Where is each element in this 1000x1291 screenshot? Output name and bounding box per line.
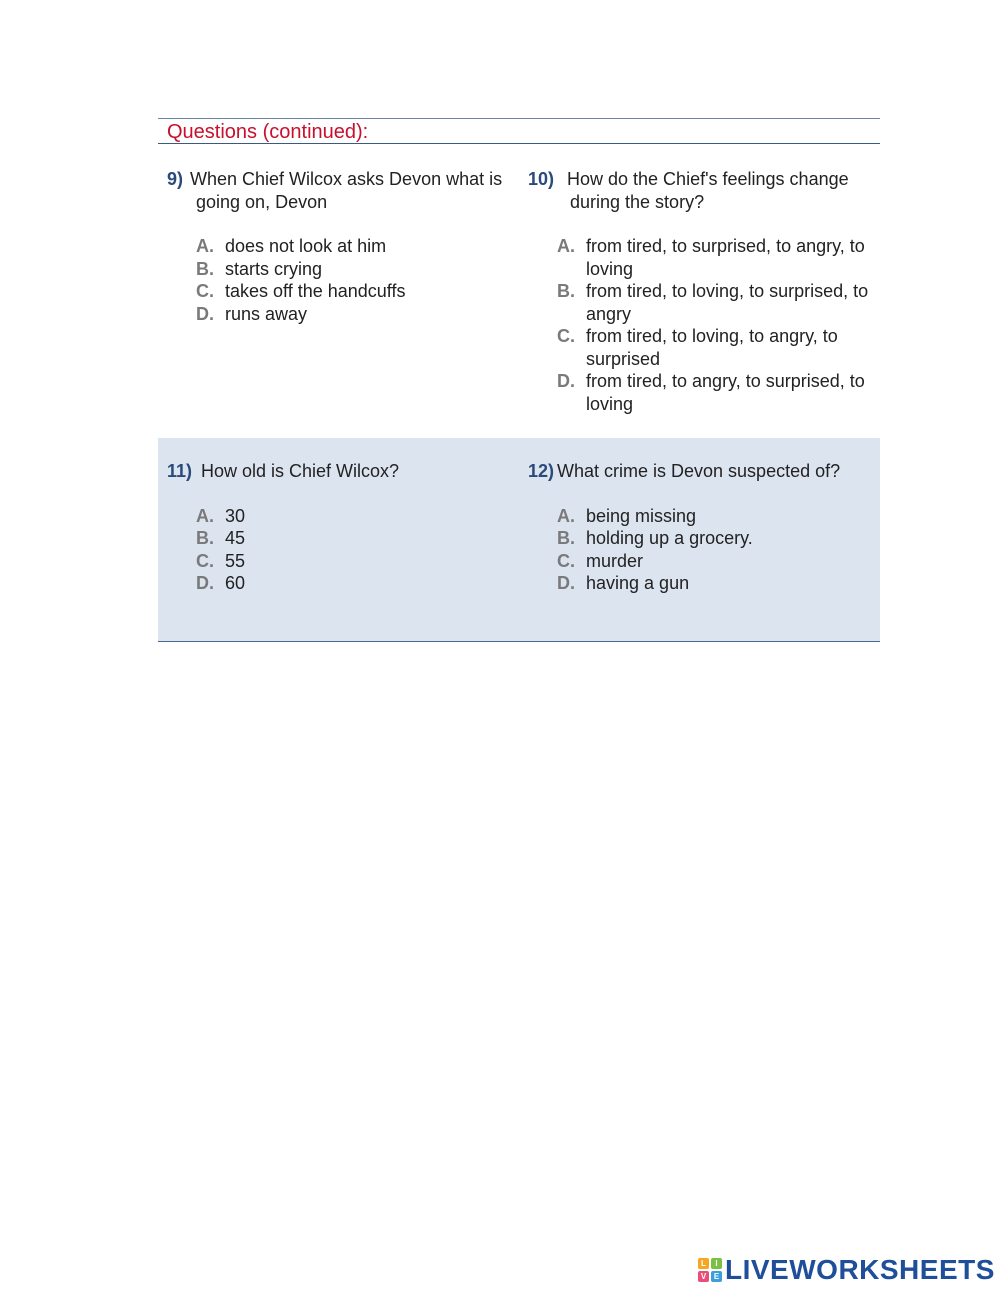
logo-cell: L (698, 1258, 709, 1269)
liveworksheets-brand[interactable] (698, 1256, 995, 1284)
option-letter: A. (196, 505, 214, 526)
question-number: 11) (167, 461, 193, 481)
option-letter: B. (557, 281, 575, 301)
option-letter: D. (557, 371, 575, 391)
option-c[interactable] (557, 325, 878, 370)
option-letter: D. (557, 573, 575, 593)
logo-cell: E (711, 1271, 722, 1282)
option-letter: A. (196, 236, 214, 256)
options-list (557, 505, 858, 595)
option-text: from tired, to loving, to surprised, to angry (586, 281, 869, 324)
option-b[interactable] (557, 280, 878, 325)
option-letter: C. (196, 281, 214, 301)
question-9 (167, 168, 519, 325)
option-text: from tired, to surprised, to angry, to loving (586, 236, 865, 279)
option-c[interactable] (196, 550, 519, 573)
question-text: What crime is Devon suspected of? (557, 461, 841, 481)
question-row-2 (158, 438, 880, 642)
section-header (158, 118, 880, 144)
question-row-1 (158, 160, 880, 436)
question-text: When Chief Wilcox asks Devon what is going on, Devon (190, 169, 503, 212)
option-b[interactable] (557, 527, 858, 550)
option-text: having a gun (586, 573, 690, 593)
option-a[interactable] (557, 505, 858, 528)
option-text: does not look at him (225, 236, 387, 256)
options-list (196, 505, 519, 595)
option-letter: D. (196, 573, 214, 593)
option-text: murder (586, 550, 644, 571)
option-text: from tired, to loving, to angry, to surprised (586, 326, 838, 369)
brand-name: LIVEWORKSHEETS (725, 1254, 995, 1285)
question-10 (528, 168, 878, 415)
option-d[interactable] (557, 370, 878, 415)
option-letter: B. (196, 258, 214, 279)
option-text: 30 (225, 505, 246, 526)
option-d[interactable] (196, 572, 519, 595)
question-number: 9) (167, 169, 184, 189)
question-text: How do the Chief's feelings change during the story? (567, 169, 849, 212)
option-text: holding up a grocery. (586, 528, 753, 548)
question-number: 12) (528, 461, 555, 481)
option-letter: B. (196, 528, 214, 548)
option-letter: C. (557, 326, 575, 346)
option-letter: C. (557, 550, 575, 571)
logo-cell: V (698, 1271, 709, 1282)
option-text: runs away (225, 303, 308, 324)
logo-cell: I (711, 1258, 722, 1269)
option-a[interactable] (196, 505, 519, 528)
section-title: Questions (continued): (167, 121, 369, 143)
option-letter: C. (196, 550, 214, 571)
question-text: How old is Chief Wilcox? (201, 461, 400, 481)
option-text: 45 (225, 528, 246, 548)
option-text: 60 (225, 573, 246, 593)
options-list (196, 235, 519, 325)
option-a[interactable] (557, 235, 878, 280)
option-d[interactable] (196, 303, 519, 326)
question-11 (167, 460, 519, 595)
liveworksheets-logo-icon (698, 1258, 722, 1282)
option-letter: D. (196, 303, 214, 324)
option-text: from tired, to angry, to surprised, to loving (586, 371, 865, 414)
question-12 (528, 460, 858, 595)
options-list (557, 235, 878, 415)
option-text: 55 (225, 550, 246, 571)
option-a[interactable] (196, 235, 519, 258)
option-letter: B. (557, 528, 575, 548)
option-letter: A. (557, 505, 575, 526)
option-text: being missing (586, 505, 697, 526)
option-c[interactable] (196, 280, 519, 303)
option-text: starts crying (225, 258, 323, 279)
option-c[interactable] (557, 550, 858, 573)
option-text: takes off the handcuffs (225, 281, 406, 301)
option-d[interactable] (557, 572, 858, 595)
option-letter: A. (557, 236, 575, 256)
option-b[interactable] (196, 527, 519, 550)
question-number: 10) (528, 169, 555, 189)
option-b[interactable] (196, 258, 519, 281)
